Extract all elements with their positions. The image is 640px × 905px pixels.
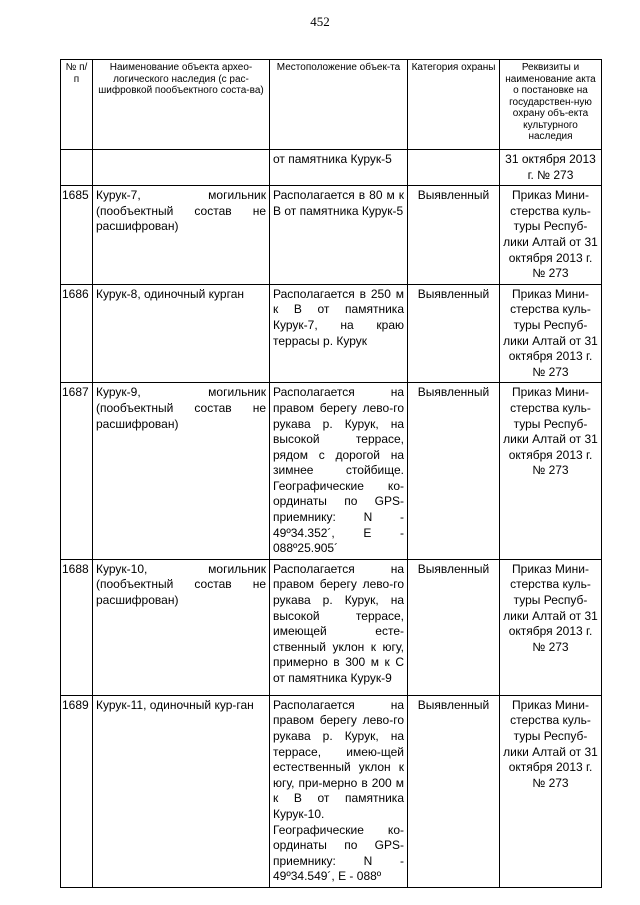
table-row: [61, 284, 602, 383]
cell-num: 1685: [61, 186, 93, 285]
cell-name: Курук-7, могильник (пообъектный состав не расшифрован): [93, 186, 270, 285]
cell-category: [408, 150, 500, 186]
cell-name: Курук-8, одиночный курган: [93, 284, 270, 383]
cell-location: Располагается на правом берегу лево-го рукава р. Курук, на высокой террасе, имеющей есте-ственный уклон к югу, примерно в 300 м к С от памятника Курук-9: [270, 559, 408, 695]
cell-name: [93, 150, 270, 186]
cell-category: Выявленный: [408, 383, 500, 560]
cell-num: [61, 150, 93, 186]
header-category: Категория охраны: [408, 60, 500, 150]
cell-category: Выявленный: [408, 284, 500, 383]
cell-act: Приказ Мини-стерства куль-туры Респуб-лики Алтай от 31 октября 2013 г. № 273: [500, 383, 602, 560]
page-number: 452: [310, 14, 330, 29]
cell-location: Располагается в 250 м к В от памятника Курук-7, на краю террасы р. Курук: [270, 284, 408, 383]
cell-category: Выявленный: [408, 186, 500, 285]
heritage-table: [60, 59, 602, 888]
cell-act: Приказ Мини-стерства куль-туры Респуб-лики Алтай от 31 октября 2013 г. № 273: [500, 284, 602, 383]
cell-location: от памятника Курук-5: [270, 150, 408, 186]
cell-act: Приказ Мини-стерства куль-туры Респуб-лики Алтай от 31 октября 2013 г. № 273: [500, 186, 602, 285]
table-row: [61, 186, 602, 285]
cell-act: Приказ Мини-стерства куль-туры Респуб-лики Алтай от 31 октября 2013 г. № 273: [500, 695, 602, 887]
header-num: № п/п: [61, 60, 93, 150]
cell-name: Курук-10, могильник (пообъектный состав не расшифрован): [93, 559, 270, 695]
cell-act: 31 октября 2013 г. № 273: [500, 150, 602, 186]
cell-num: 1686: [61, 284, 93, 383]
cell-location: Располагается в 80 м к В от памятника Курук-5: [270, 186, 408, 285]
cell-location: Располагается на правом берегу лево-го рукава р. Курук, на террасе, имею-щей естественный уклон к югу, при-мерно в 200 м к В от памятника Курук-10. Географические ко-ординаты по GPS-приемнику: N - 49º34.549´, E - 088º: [270, 695, 408, 887]
cell-num: 1689: [61, 695, 93, 887]
header-act: Реквизиты и наименование акта о постановке на государствен-ную охрану объ-екта культурного наследия: [500, 60, 602, 150]
cell-num: 1688: [61, 559, 93, 695]
table-row: [61, 559, 602, 695]
header-name: Наименование объекта архео-логического наследия (с рас-шифровкой пообъектного соста-ва): [93, 60, 270, 150]
cell-category: Выявленный: [408, 559, 500, 695]
cell-location: Располагается на правом берегу лево-го рукава р. Курук, на высокой террасе, рядом с дорогой на зимнее стойбище. Географические ко-ординаты по GPS-приемнику: N - 49º34.352´, E - 088º25.905´: [270, 383, 408, 560]
cell-name: Курук-11, одиночный кур-ган: [93, 695, 270, 887]
table-row: [61, 695, 602, 887]
continuation-row: [61, 150, 602, 186]
cell-name: Курук-9, могильник (пообъектный состав не расшифрован): [93, 383, 270, 560]
header-location: Местоположение объек-та: [270, 60, 408, 150]
table-header-row: [61, 60, 602, 150]
cell-category: Выявленный: [408, 695, 500, 887]
table-row: [61, 383, 602, 560]
cell-act: Приказ Мини-стерства куль-туры Респуб-лики Алтай от 31 октября 2013 г. № 273: [500, 559, 602, 695]
cell-num: 1687: [61, 383, 93, 560]
